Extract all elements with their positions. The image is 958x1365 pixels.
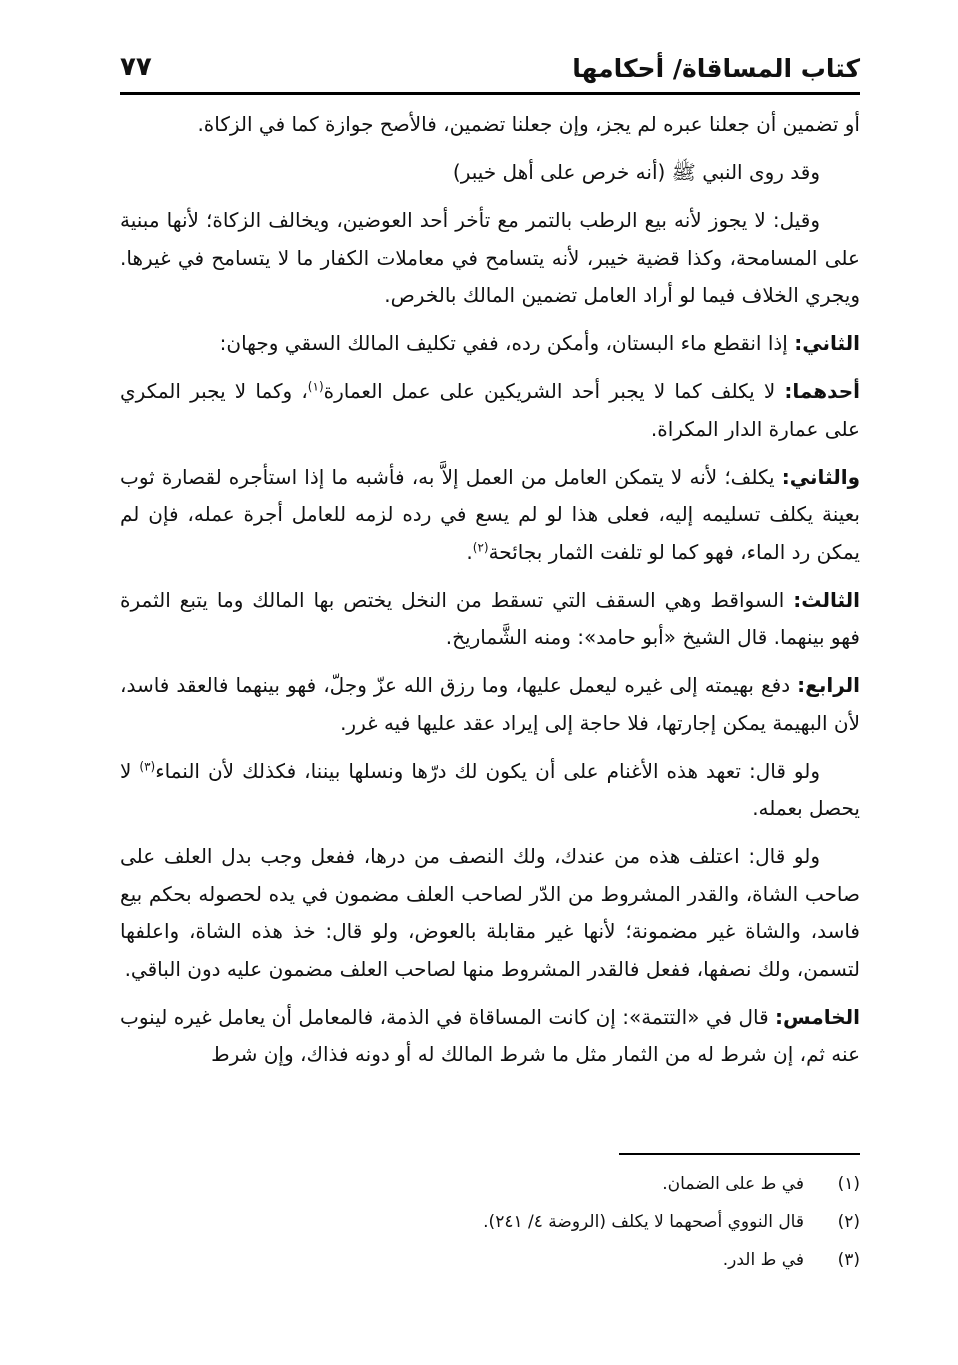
- footnote: [120, 1203, 860, 1241]
- paragraph-text: وقيل: لا يجوز لأنه بيع الرطب بالتمر مع تأخر أحد العوضين، ويخالف الزكاة؛ لأنها مبنية على المسامحة، وكذا قضية خيبر، لأنه يتسامح في معاملات الكفار ما لا يتسامح في غيرها. ويجري الخلاف فيما لو أراد العامل تضمين المالك بالخرص.: [120, 208, 860, 307]
- paragraph-text: لا يحصل بعمله.: [120, 758, 860, 820]
- paragraph: [120, 667, 860, 742]
- footnote: [120, 1241, 860, 1279]
- footnote: [120, 1165, 860, 1203]
- paragraph-text: .: [466, 539, 473, 564]
- footnotes: [120, 1165, 860, 1279]
- header-rule: [120, 92, 860, 95]
- paragraph-text: أو تضمين أن جعلنا عبره لم يجز، وإن جعلنا تضمين، فالأصح جوازة كما في الزكاة.: [197, 112, 860, 136]
- paragraph-text: السواقط وهي السقف التي تسقط من النخل يختص بها المالك وما يتبع الثمرة فهو بينهما. قال الشيخ «أبو حامد»: ومنه الشَّماريخ.: [120, 587, 860, 649]
- paragraph-text: لا يكلف كما لا يجبر أحد الشريكين على عمل العمارة: [323, 379, 776, 403]
- paragraph: [120, 325, 860, 363]
- paragraph-heading: الثالث:: [793, 587, 860, 612]
- footnote-number: (٣): [837, 1250, 860, 1270]
- page-number: ٧٧: [120, 52, 152, 82]
- paragraph-heading: أحدهما:: [784, 379, 860, 403]
- paragraph-text: إذا انقطع ماء البستان، وأمكن رده، ففي تكليف المالك السقي وجهان:: [219, 331, 788, 355]
- paragraph: [120, 202, 860, 315]
- page-header: [120, 40, 860, 90]
- paragraph: [120, 838, 860, 988]
- footnote-text: في ط على الضمان.: [662, 1174, 804, 1194]
- body-text: [120, 106, 860, 1084]
- paragraph-text: ولو قال: اعتلف هذه من عندك، ولك النصف من درها، ففعل وجب بدل العلف على صاحب الشاة، والقدر المشروط من الدّر لصاحب العلف مضمون في يده لحصوله بحكم بيع فاسد، والشاة غير مضمونة؛ لأنها غير مقابلة بالعوض، ولو قال: خذ هذه الشاة، واعلفها لتسمن، ولك نصفها، ففعل فالقدر المشروط منها لصاحب العلف مضمون عليه دون الباقي.: [120, 844, 860, 981]
- paragraph: [120, 999, 860, 1074]
- footnote-rule: [619, 1153, 860, 1155]
- paragraph-heading: والثاني:: [781, 464, 860, 489]
- footnote-number: (٢): [837, 1212, 860, 1232]
- paragraph: [120, 753, 860, 828]
- paragraph-text: وقد روى النبي ﷺ (أنه خرص على أهل خيبر): [452, 160, 820, 184]
- paragraph: [120, 373, 860, 448]
- paragraph-text: ، وكما لا يجبر المكري على عمارة الدار المكراة.: [120, 379, 860, 441]
- paragraph-text: دفع بهيمته إلى غيره ليعمل عليها، وما رزق الله عزّ وجلّ، فهو بينهما فالعقد فاسد، لأن البهيمة يمكن إجارتها، فلا حاجة إلى إيراد عقد عليها فيه غرر.: [120, 673, 860, 735]
- paragraph: [120, 582, 860, 657]
- paragraph-text: قال في «التتمة»: إن كانت المساقاة في الذمة، فالمعامل أن يعامل غيره لينوب عنه ثم، إن شرط له من الثمار مثل ما شرط المالك له أو دونه فذاك، وإن شرط: [120, 1004, 860, 1066]
- paragraph-heading: الخامس:: [775, 1004, 860, 1029]
- footnote-text: قال النووي أصحهما لا يكلف (الروضة ٤/ ٢٤١).: [483, 1212, 804, 1232]
- paragraph-text: ولو قال: تعهد هذه الأغنام على أن يكون لك درّها ونسلها بيننا، فكذلك لأن النماء: [155, 758, 820, 783]
- paragraph-text: يكلف؛ لأنه لا يتمكن العامل من العمل إلاَّ به، فأشبه ما إذا استأجره لقصارة ثوب بعينة يكلف تسليمه إليه، فعلى هذا لو لم يسع في رده لزمه للعامل أجرة عمله، فإن لم يمكن رد الماء، فهو كما لو تلفت الثمار بجائحة: [120, 464, 860, 564]
- footnote-number: (١): [837, 1174, 860, 1194]
- paragraph: [120, 106, 860, 144]
- footnote-marker: (٢): [472, 539, 489, 554]
- paragraph-heading: الثاني:: [794, 331, 860, 355]
- footnote-text: في ط الدر.: [722, 1250, 804, 1270]
- paragraph-heading: الرابع:: [797, 673, 861, 697]
- footnote-marker: (٣): [139, 758, 156, 773]
- running-title: كتاب المساقاة/ أحكامها: [572, 54, 860, 83]
- paragraph: [120, 459, 860, 572]
- paragraph: [120, 154, 860, 192]
- footnote-marker: (١): [307, 379, 324, 394]
